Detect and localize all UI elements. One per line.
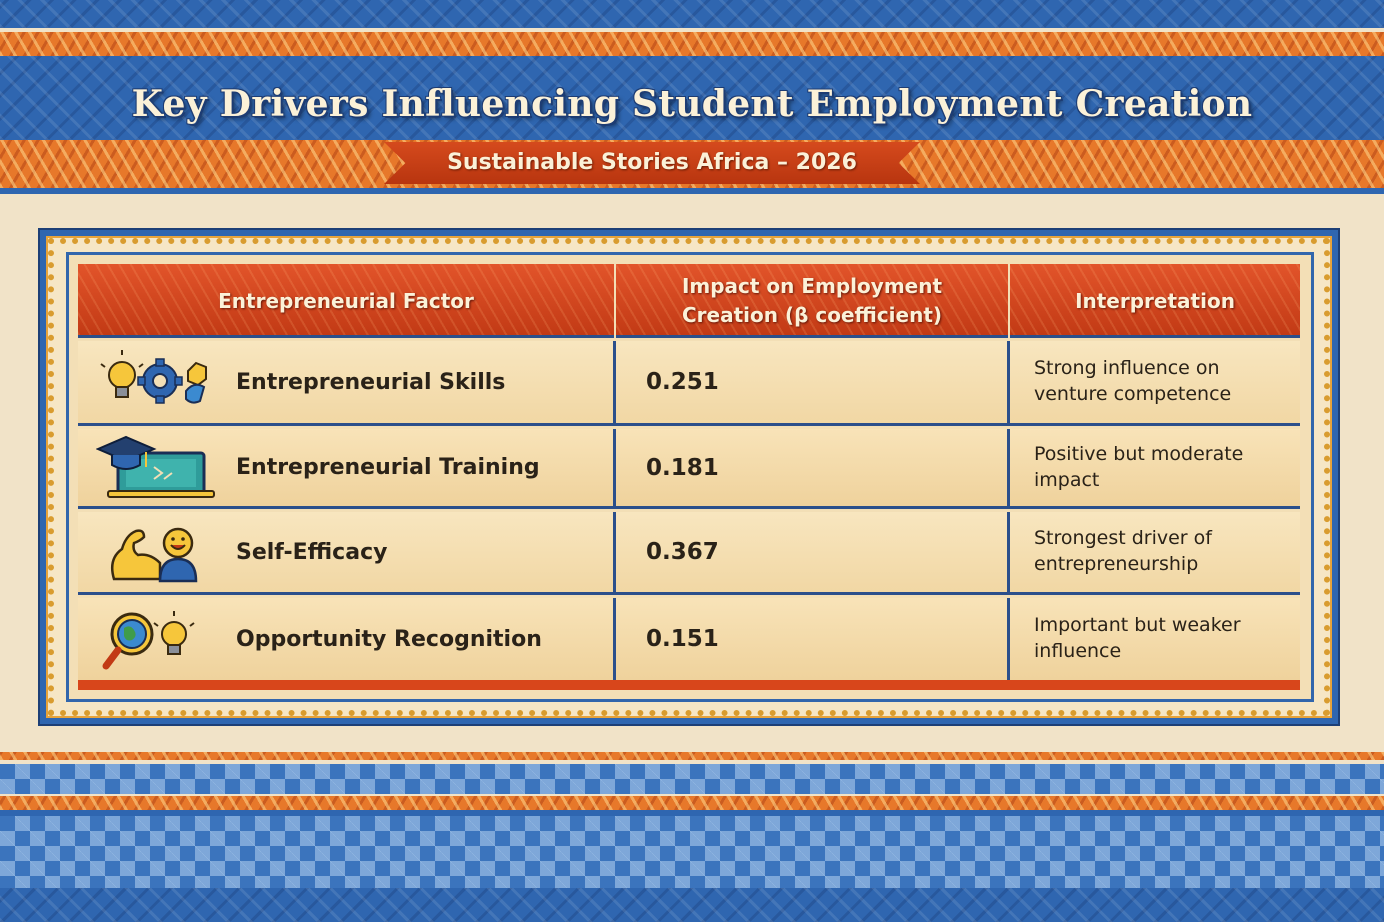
graduation-laptop-icon (96, 433, 226, 503)
coefficient-value: 0.367 (646, 539, 719, 565)
lightbulb-gear-icon (96, 347, 226, 417)
column-header-impact: Impact on Employment Creation (β coefficient) (681, 274, 943, 327)
bottom-orange-band (0, 796, 1384, 810)
table-row (78, 512, 1300, 595)
factor-label: Opportunity Recognition (236, 626, 542, 652)
flexed-arm-person-icon (96, 517, 226, 587)
factor-label: Entrepreneurial Skills (236, 369, 506, 395)
column-header-interpretation: Interpretation (1075, 288, 1235, 313)
bottom-pattern-band (0, 816, 1384, 888)
coefficient-value: 0.251 (646, 369, 719, 395)
factor-label: Self-Efficacy (236, 539, 388, 565)
column-header-factor: Entrepreneurial Factor (218, 288, 474, 313)
top-orange-band (0, 32, 1384, 56)
table-row (78, 598, 1300, 680)
table-header (78, 264, 1300, 338)
coefficient-value: 0.151 (646, 626, 719, 652)
interpretation-text: Important but weaker influence (1034, 614, 1241, 662)
coefficient-value: 0.181 (646, 454, 719, 481)
page-title: Key Drivers Influencing Student Employment Creation (131, 83, 1253, 125)
bottom-orange-stripe (0, 752, 1384, 760)
table-footer-stripe (78, 680, 1300, 690)
table-row (78, 429, 1300, 509)
interpretation-text: Strong influence on venture competence (1034, 357, 1232, 405)
top-border-band (0, 0, 1384, 28)
bottom-border-band (0, 888, 1384, 922)
interpretation-text: Strongest driver of entrepreneurship (1034, 527, 1212, 575)
magnifier-globe-lightbulb-icon (96, 604, 226, 674)
subtitle: Sustainable Stories Africa – 2026 (447, 150, 857, 175)
table-row (78, 341, 1300, 426)
interpretation-text: Positive but moderate impact (1034, 442, 1244, 491)
bottom-diamond-band (0, 764, 1384, 794)
drivers-table (78, 264, 1300, 690)
factor-label: Entrepreneurial Training (236, 455, 540, 480)
